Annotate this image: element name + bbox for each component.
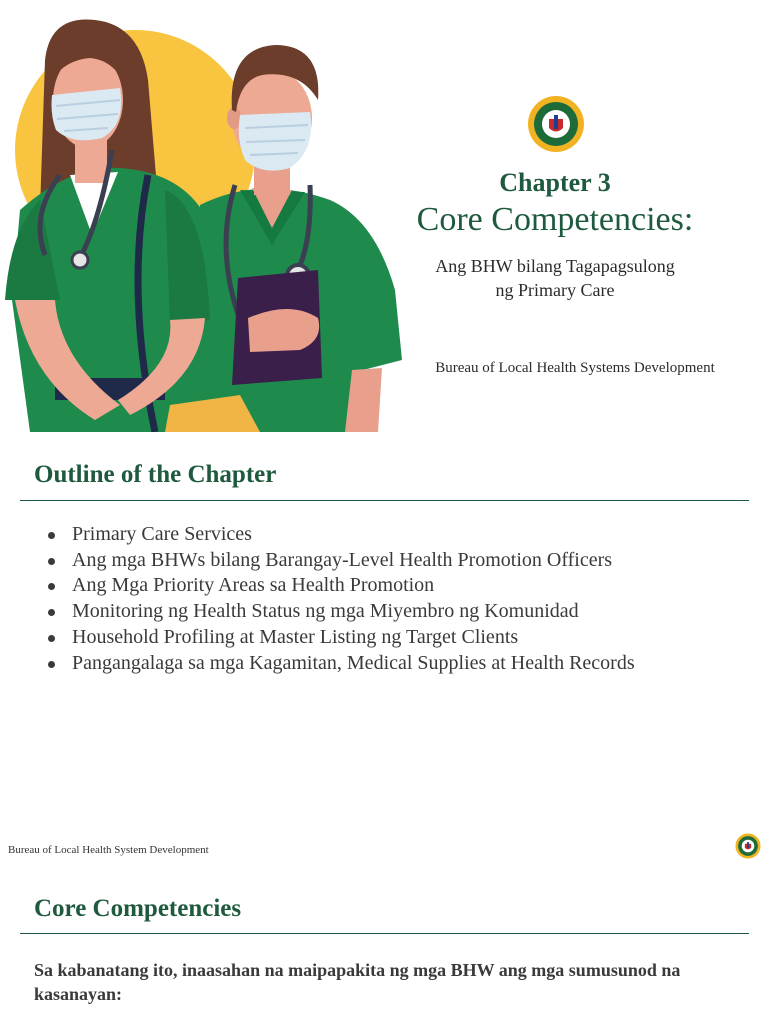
outline-item-text: Household Profiling at Master Listing ng Target Clients [72,625,519,648]
outline-item-text: Ang mga BHWs bilang Barangay-Level Health Promotion Officers [72,548,613,571]
cover-title: Core Competencies: [416,201,694,238]
core-competencies-divider [20,933,749,934]
bullet-icon [48,532,55,539]
bullet-icon [48,558,55,565]
outline-item [46,651,635,677]
outline-item [46,522,635,548]
doh-seal-icon [527,95,585,153]
outline-item-text: Primary Care Services [72,523,252,545]
cover-subtitle-line-2: ng Primary Care [495,280,615,300]
outline-divider [20,500,749,501]
outline-heading: Outline of the Chapter [34,461,277,488]
cover-bureau-name: Bureau of Local Health Systems Development [435,360,715,376]
footer-bureau-name: Bureau of Local Health System Development [8,844,209,856]
core-competencies-intro: Sa kabanatang ito, inaasahan na maipapakita ng mga BHW ang mga sumusunod na kasanayan: [34,960,681,1004]
outline-list [46,522,635,676]
bullet-icon [48,609,55,616]
cover-subtitle-line-1: Ang BHW bilang Tagapagsulong [435,256,675,276]
bullet-icon [48,635,55,642]
bullet-icon [48,583,55,590]
cover-subtitle [385,254,725,302]
outline-item-text: Monitoring ng Health Status ng mga Miyembro ng Komunidad [72,600,579,623]
outline-item [46,599,635,625]
chapter-label: Chapter 3 [499,168,611,197]
health-workers-illustration [0,0,410,432]
bullet-icon [48,661,55,668]
outline-item [46,625,635,651]
outline-item [46,573,635,599]
outline-item-text: Ang Mga Priority Areas sa Health Promotion [72,574,435,597]
core-competencies-heading: Core Competencies [34,895,242,922]
doh-seal-icon [735,833,761,859]
outline-item [46,548,635,574]
outline-item-text: Pangangalaga sa mga Kagamitan, Medical Supplies at Health Records [72,651,635,674]
